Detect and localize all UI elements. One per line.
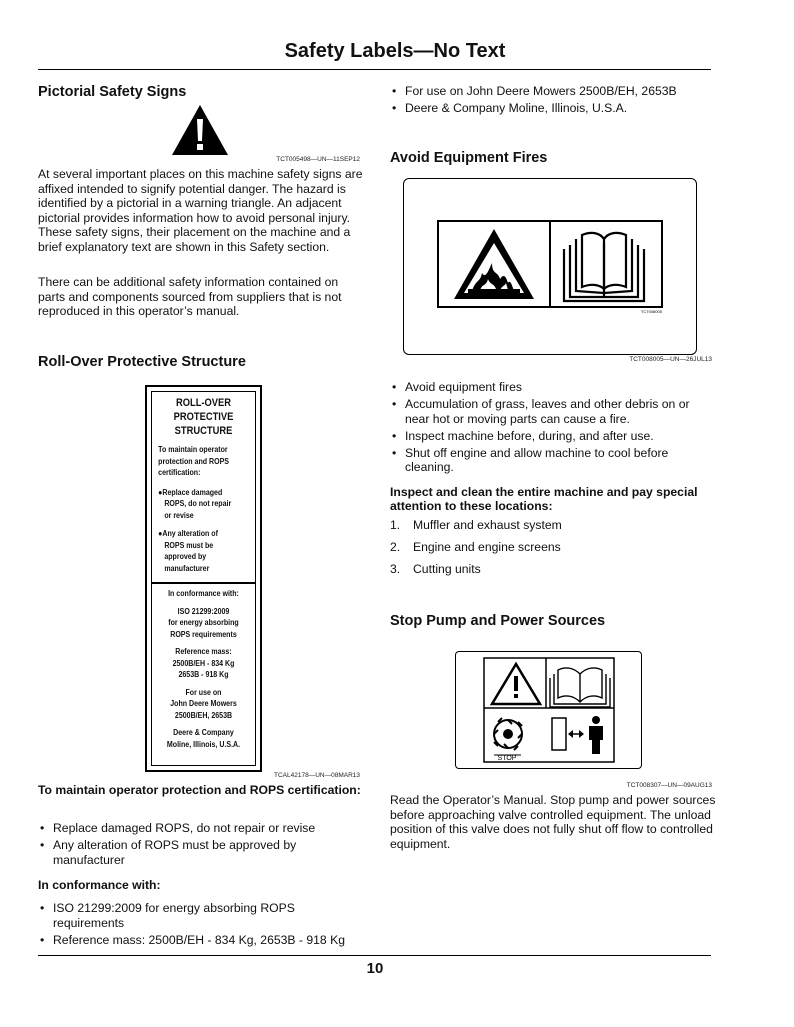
list-item: • Avoid equipment fires <box>390 380 716 395</box>
rops-label-lower <box>152 588 255 750</box>
rotating-blade-icon <box>494 718 522 750</box>
rops-maintain-heading: To maintain operator protection and ROPS certification: <box>38 783 361 797</box>
list-item: • Replace damaged ROPS, do not repair or revise <box>38 821 364 836</box>
rops-label-conf-3: for energy absorbing <box>168 618 239 627</box>
manual-book-icon <box>564 233 644 301</box>
rops-label-upper <box>152 392 255 584</box>
rops-label-bullet-2d: manufacturer <box>164 563 210 573</box>
rops-maintain-list <box>38 821 364 870</box>
list-item: • For use on John Deere Mowers 2500B/EH, 2653B <box>390 84 712 99</box>
rops-label-title-1: ROLL-OVER <box>175 397 232 409</box>
stop-heading: Stop Pump and Power Sources <box>390 613 606 629</box>
list-item: • Deere & Company Moline, Illinois, U.S.A. <box>390 101 712 116</box>
rops-label-conf-7: 2500B/EH - 834 Kg <box>172 658 235 668</box>
fire-label <box>404 179 696 354</box>
locations-list <box>390 518 712 585</box>
stop-paragraph: Read the Operator’s Manual. Stop pump and power sources before approaching valve controlled equipment. The unload position of this valve does not fully shut off flow to controlled equipment. <box>390 793 716 851</box>
rops-label-bullet-2a: ●Any alteration of <box>158 529 218 538</box>
rops-label-conf-6: Reference mass: <box>175 647 232 656</box>
rops-label-bullet-1c: or revise <box>164 510 194 520</box>
rops-conformance-heading: In conformance with: <box>38 878 161 892</box>
rops-label-conf-4: ROPS requirements <box>170 629 237 639</box>
fire-label-code: TCT008005 <box>640 309 662 314</box>
list-item: • ISO 21299:2009 for energy absorbing ROPS requirements <box>38 901 364 930</box>
top-right-list <box>390 84 712 118</box>
rops-label-conf-15: Moline, Illinois, U.S.A. <box>166 739 241 749</box>
manual-book-icon <box>550 668 610 707</box>
rops-heading: Roll-Over Protective Structure <box>38 354 246 370</box>
list-item: • Inspect machine before, during, and after use. <box>390 429 716 444</box>
person-distance-icon <box>552 716 603 754</box>
pictorial-heading: Pictorial Safety Signs <box>38 84 187 100</box>
fire-hazard-icon <box>454 229 534 299</box>
rops-label-title-3: STRUCTURE <box>174 425 233 437</box>
rops-label-conf-8: 2653B - 918 Kg <box>178 670 229 679</box>
rops-conformance-list <box>38 901 364 950</box>
rops-label-intro-3: certification: <box>158 468 201 477</box>
list-item: 2. Engine and engine screens <box>390 540 561 555</box>
fires-heading: Avoid Equipment Fires <box>390 150 548 166</box>
stop-label-frame <box>455 651 642 769</box>
warning-triangle-icon <box>492 664 540 704</box>
rops-label-conf-10: For use on <box>185 687 222 697</box>
pictorial-paragraph-1: At several important places on this machine safety signs are affixed intended to signify potential danger. The hazard is identified by a pictorial in a warning triangle. An adjacent pictorial provides information how to avoid personal injury. These safety signs, their placement on the machine and a brief explanatory text are shown in this Safety section. <box>38 167 363 254</box>
list-item: 3. Cutting units <box>390 562 481 577</box>
rops-label-conf-12: 2500B/EH, 2653B <box>174 710 233 720</box>
page-title: Safety Labels—No Text <box>284 40 506 62</box>
warning-triangle-icon <box>170 103 230 157</box>
rops-label-bullet-2c: approved by <box>164 552 207 561</box>
pictorial-paragraph-2: There can be additional safety information contained on parts and components sourced from suppliers that is not reproduced in this operator’s manual. <box>38 275 342 319</box>
footer-rule <box>38 955 711 956</box>
page-number: 10 <box>366 960 384 977</box>
stop-caption: TCT008307—UN—09AUG13 <box>626 782 712 789</box>
fires-caption: TCT008005—UN—26JUL13 <box>629 356 712 363</box>
rops-label <box>145 385 262 772</box>
rops-label-bullet-1a: ●Replace damaged <box>158 487 223 497</box>
stop-text: STOP <box>497 755 517 762</box>
rops-label-intro-1: To maintain operator <box>158 445 228 454</box>
pictorial-caption: TCT005498—UN—11SEP12 <box>276 156 360 163</box>
list-item: 1. Muffler and exhaust system <box>390 518 562 532</box>
rops-label-conf-0: In conformance with: <box>168 589 239 598</box>
fires-list <box>390 380 716 478</box>
list-item: • Any alteration of ROPS must be approved by manufacturer <box>38 838 364 867</box>
list-item: • Shut off engine and allow machine to cool before cleaning. <box>390 446 716 475</box>
rops-label-conf-14: Deere & Company <box>173 728 234 737</box>
rops-label-title-2: PROTECTIVE <box>173 411 234 423</box>
rops-label-bullet-2b: ROPS must be <box>164 540 214 550</box>
header-rule <box>38 69 711 70</box>
fire-label-frame <box>403 178 697 355</box>
rops-label-conf-2: ISO 21299:2009 <box>177 606 230 616</box>
inspect-heading: Inspect and clean the entire machine and pay special attention to these locations: <box>390 485 698 513</box>
rops-caption: TCAL42178—UN—08MAR13 <box>274 772 360 779</box>
rops-label-bullet-1b: ROPS, do not repair <box>164 499 232 508</box>
list-item: • Accumulation of grass, leaves and other debris on or near hot or moving parts can cause a fire. <box>390 397 716 426</box>
rops-label-conf-11: John Deere Mowers <box>170 699 237 708</box>
list-item: • Reference mass: 2500B/EH - 834 Kg, 2653B - 918 Kg <box>38 933 364 948</box>
rops-label-intro-2: protection and ROPS <box>158 456 229 466</box>
stop-label <box>456 652 641 768</box>
